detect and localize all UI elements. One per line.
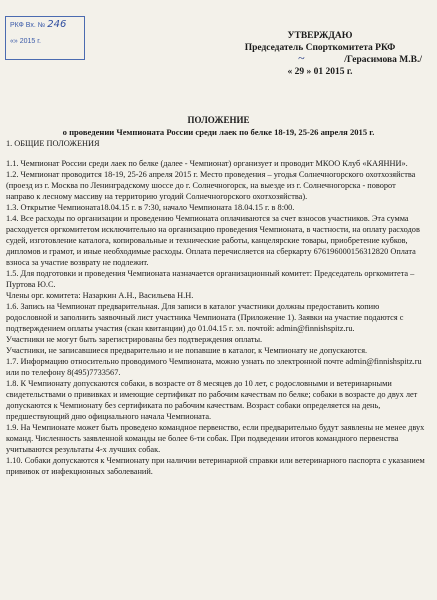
catalog-note: Участники, не записавшиеся предварительно и не попавшие в каталог, к Чемпионату не допускаются.: [6, 346, 368, 355]
paragraph-1-4: 1.4. Все расходы по организации и проведению Чемпионата оплачиваются за счет взносов участников. Эта сумма расходуется оргкомитетом исключительно на организацию проведения Чемпионата, в частности, на оплату расходов судей, изготовление каталога, копировальные и технические работы, канцелярские товары, приобретение кубков, дипломов и грамот, и иные необходимые расходы. Оплата перечисляется на сберкарту 676196000156312820 Оплата взноса за участие возврату не подлежит.: [6, 214, 420, 267]
paragraph-1-6: 1.6. Запись на Чемпионат предварительная. Для записи в каталог участники должны предоставить копию родословной и заполнить заявочный лист участника Чемпионата (Приложение 1). Заявки на участие подаются с подтверждением оплаты участия (скан квитанции) до 01.04.15 г. эл. почтой: admin@finnishspitz.ru.: [6, 302, 404, 333]
payment-note: Участники не могут быть зарегистрированы без подтверждения оплаты.: [6, 335, 263, 344]
registration-stamp: [5, 16, 85, 60]
paragraph-1-5: 1.5. Для подготовки и проведения Чемпионата назначается организационный комитет: Председатель оргкомитета – Пуртова Ю.С.: [6, 269, 415, 289]
approval-position: Председатель Спорткомитета РКФ: [244, 43, 396, 53]
approval-date: « 29 » 01 2015 г.: [287, 67, 353, 77]
approval-signature-name: /Герасимова М.В./: [344, 55, 422, 65]
approval-block: [210, 30, 430, 78]
paragraph-1-9: 1.9. На Чемпионате может быть проведено командное первенство, если предварительно будут заявлены не менее двух команд. Численность заявленной команды не более 6-ти собак. При подведении итогов командного первенства учитываются результаты 4-х лучших собак.: [6, 423, 425, 454]
section-heading: 1. ОБЩИЕ ПОЛОЖЕНИЯ: [6, 139, 100, 148]
stamp-date: «» 2015 г.: [10, 38, 41, 45]
paragraph-1-1: 1.1. Чемпионат России среди лаек по белке (далее - Чемпионат) организует и проводит МКОО Клуб «КАЯННИ».: [6, 159, 408, 168]
paragraph-1-7: 1.7. Информацию относительно проводимого Чемпионата, можно узнать по электронной почте admin@finnishspitz.ru или по телефону 8(495)7733567.: [6, 357, 422, 377]
document-subtitle: о проведении Чемпионата России среди лаек по белке 18-19, 25-26 апреля 2015 г.: [62, 127, 375, 137]
approval-heading: УТВЕРЖДАЮ: [287, 31, 353, 41]
stamp-label: РКФ Вх. №: [10, 22, 46, 29]
stamp-number: 246: [47, 19, 67, 30]
document-title: ПОЛОЖЕНИЕ: [187, 115, 250, 125]
paragraph-1-3: 1.3. Открытие Чемпионата18.04.15 г. в 7:30, начало Чемпионата 18.04.15 г. в 8:00.: [6, 203, 295, 212]
committee-members: Члены орг. комитета: Назаркин А.Н., Васильева Н.Н.: [6, 291, 194, 300]
paragraph-1-2: 1.2. Чемпионат проводится 18-19, 25-26 апреля 2015 г. Место проведения – угодья Солнечногорского охотхозяйства (проезд из г. Москва по Ленинградскому шоссе до г. Солнечногорск, на выезде из г. Солнечногорска - поворот направо к лесному массиву на территорию угодий Солнечногорского охотхозяйства).: [6, 170, 416, 201]
paragraph-1-8: 1.8. К Чемпионату допускаются собаки, в возрасте от 8 месяцев до 10 лет, с родословными и ветеринарными свидетельствами о прививках и имеющие сертификат по рабочим качествам по белке; собаки в возрасте до двух лет допускаются к Чемпионату без сертификата по рабочим качествам. Возраст собаки определяется на день, предшествующий дню официального начала Чемпионата.: [6, 379, 418, 421]
document-body: [6, 138, 426, 477]
paragraph-1-10: 1.10. Собаки допускаются к Чемпионату при наличии ветеринарной справки или ветеринарного паспорта с указанием прививок от инфекционных заболеваний.: [6, 456, 425, 476]
handwritten-signature: ~: [298, 51, 305, 65]
